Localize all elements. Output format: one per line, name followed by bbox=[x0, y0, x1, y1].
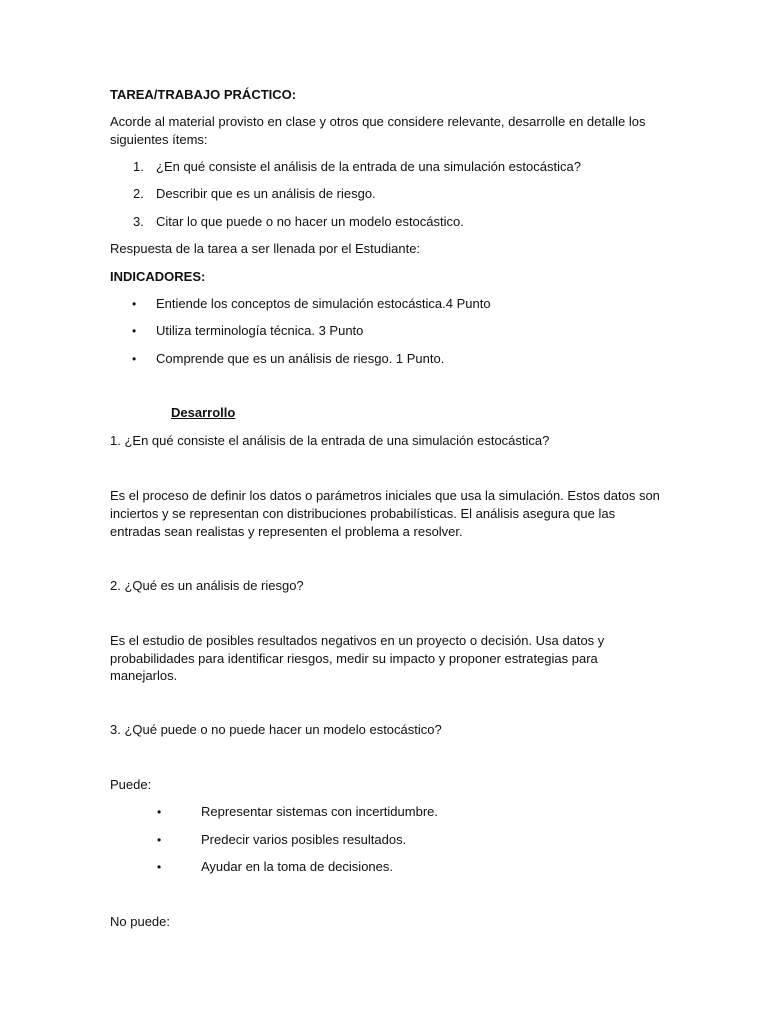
answer-2-line-1: Es el estudio de posibles resultados negativos en un proyecto o decisión. Usa datos y bbox=[110, 633, 605, 648]
indicators-heading: INDICADORES: bbox=[110, 269, 206, 284]
question-3: 3. ¿Qué puede o no puede hacer un modelo estocástico? bbox=[110, 722, 442, 737]
bullet-icon: • bbox=[157, 805, 162, 819]
task-intro-line-2: siguientes ítems: bbox=[110, 132, 208, 147]
question-1: 1. ¿En qué consiste el análisis de la entrada de una simulación estocástica? bbox=[110, 433, 550, 448]
bullet-icon: • bbox=[157, 860, 162, 874]
can-label: Puede: bbox=[110, 777, 152, 792]
task-item-number: 3. bbox=[133, 214, 144, 229]
task-item-number: 1. bbox=[133, 159, 144, 174]
indicator-text: Comprende que es un análisis de riesgo. 1 Punto. bbox=[156, 351, 445, 366]
cannot-label: No puede: bbox=[110, 914, 170, 929]
indicator-text: Utiliza terminología técnica. 3 Punto bbox=[156, 323, 364, 338]
task-item-text: Describir que es un análisis de riesgo. bbox=[156, 186, 376, 201]
task-item-text: ¿En qué consiste el análisis de la entrada de una simulación estocástica? bbox=[156, 159, 581, 174]
task-intro-line-1: Acorde al material provisto en clase y otros que considere relevante, desarrolle en detalle los bbox=[110, 114, 646, 129]
can-item-text: Ayudar en la toma de decisiones. bbox=[201, 859, 393, 874]
task-item-text: Citar lo que puede o no hacer un modelo estocástico. bbox=[156, 214, 464, 229]
answer-2-line-2: probabilidades para identificar riesgos, medir su impacto y proponer estrategias para bbox=[110, 651, 598, 666]
response-note: Respuesta de la tarea a ser llenada por el Estudiante: bbox=[110, 241, 421, 256]
bullet-icon: • bbox=[132, 352, 137, 366]
question-2: 2. ¿Qué es un análisis de riesgo? bbox=[110, 578, 304, 593]
task-item-number: 2. bbox=[133, 186, 144, 201]
bullet-icon: • bbox=[157, 833, 162, 847]
can-item-text: Predecir varios posibles resultados. bbox=[201, 832, 407, 847]
task-heading: TAREA/TRABAJO PRÁCTICO: bbox=[110, 87, 297, 102]
answer-2-line-3: manejarlos. bbox=[110, 668, 178, 683]
answer-1-line-2: inciertos y se representan con distribuciones probabilísticas. El análisis asegura que las bbox=[110, 506, 616, 521]
answer-1-line-3: entradas sean realistas y representen el problema a resolver. bbox=[110, 524, 463, 539]
development-heading: Desarrollo bbox=[171, 405, 236, 420]
bullet-icon: • bbox=[132, 297, 137, 311]
bullet-icon: • bbox=[132, 324, 137, 338]
can-item-text: Representar sistemas con incertidumbre. bbox=[201, 804, 438, 819]
answer-1-line-1: Es el proceso de definir los datos o parámetros iniciales que usa la simulación. Estos datos son bbox=[110, 488, 660, 503]
indicator-text: Entiende los conceptos de simulación estocástica.4 Punto bbox=[156, 296, 491, 311]
